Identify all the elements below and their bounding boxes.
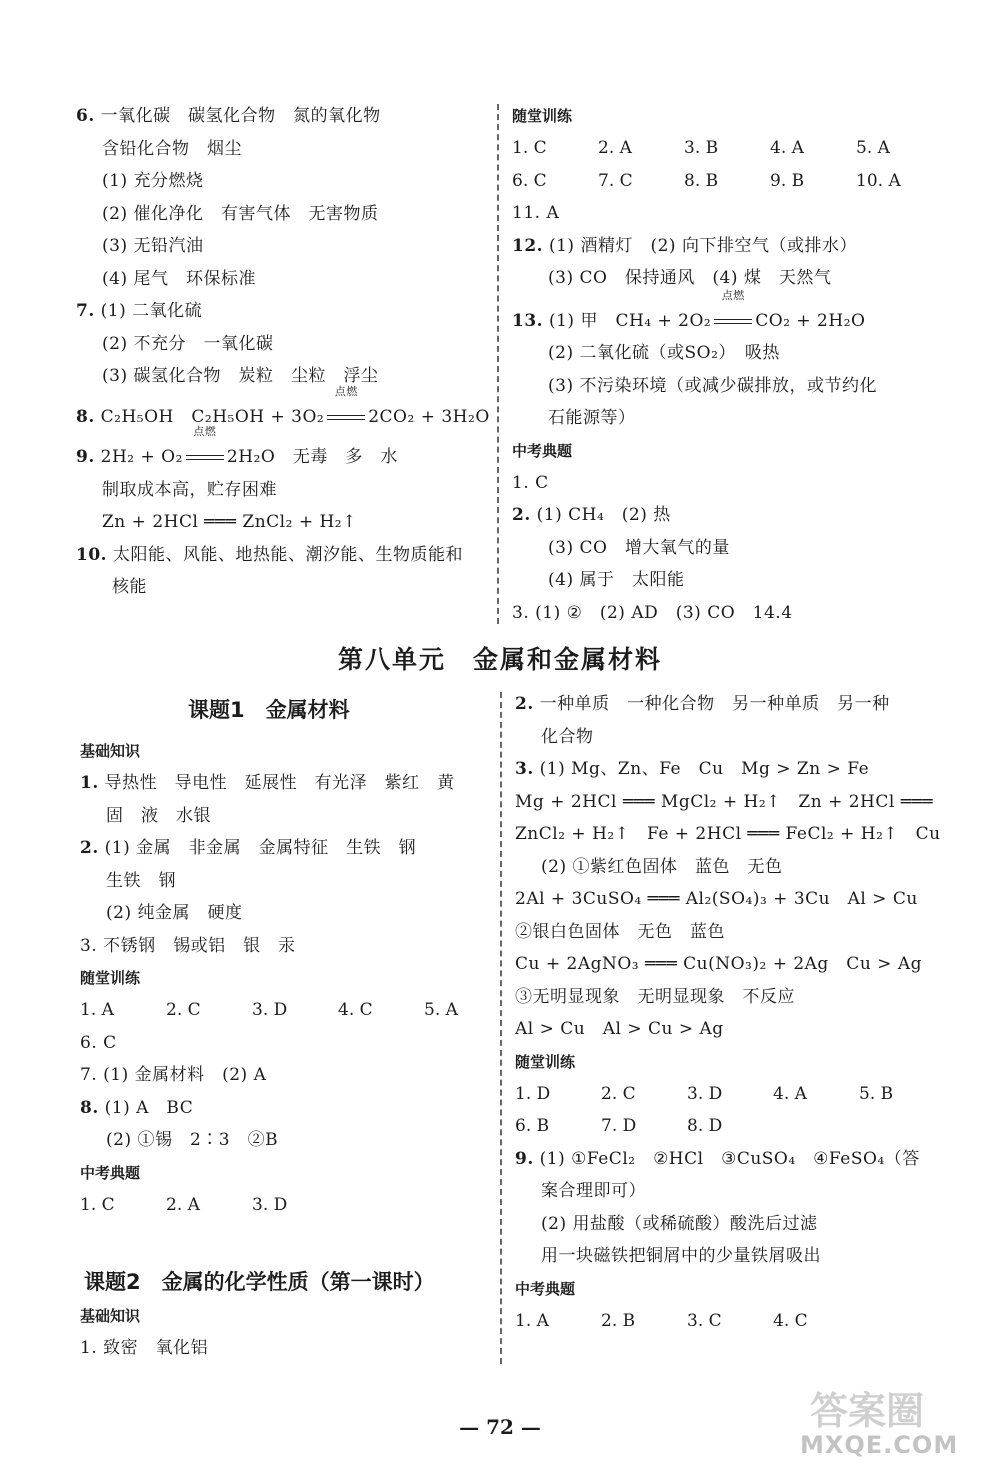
q6-part-4: (4) 尾气 环保标准	[102, 268, 256, 289]
exam-q2-line-b: (3) CO 增大氧气的量	[548, 537, 730, 558]
reaction-condition: 点燃	[714, 305, 752, 338]
mcq-answer: 3. D	[252, 1194, 288, 1215]
mcq-answer: 4. C	[773, 1310, 808, 1331]
reaction-condition: 点燃	[327, 401, 365, 434]
section-heading-exam: 中考典题	[512, 441, 573, 460]
column-divider-bottom	[500, 692, 502, 1364]
mcq-answer: 7. C	[598, 170, 633, 191]
q3-line-g: Cu + 2AgNO₃ ═══ Cu(NO₃)₂ + 2Ag Cu > Ag	[515, 954, 922, 974]
basics-q2-line-a: 2. (1) 金属 非金属 金属特征 生铁 钢	[80, 838, 417, 858]
mcq-answer: 6. B	[515, 1116, 550, 1136]
watermark-logo: 答案圈	[810, 1389, 925, 1433]
q3-line-d: (2) ①紫红色固体 蓝色 无色	[541, 856, 783, 877]
mcq-answer: 5. B	[859, 1083, 894, 1104]
watermark-site: MXQE.COM	[800, 1431, 959, 1459]
q6-part-1: (1) 充分燃烧	[102, 171, 204, 191]
q13-part-3: (3) 不污染环境（或减少碳排放，或节约化	[548, 375, 877, 396]
q13-line-1: 13. (1) 甲 CH₄ + 2O₂ 点燃 CO₂ + 2H₂O	[512, 305, 932, 338]
mcq-answer: 2. B	[601, 1310, 636, 1331]
lesson-2-title: 课题2 金属的化学性质（第一课时）	[84, 1270, 435, 1294]
q6-line-a: 6. 一氧化碳 碳氢化合物 氮的氧化物	[76, 106, 381, 126]
q12-line-b: (3) CO 保持通风 (4) 煤 天然气	[548, 268, 832, 288]
left-top-column	[76, 100, 490, 604]
mcq-answer: 9. B	[770, 170, 805, 191]
section-heading-practice: 随堂训练	[512, 107, 573, 125]
practice-q6: 6. C	[80, 1032, 117, 1053]
q9-line-c: Zn + 2HCl ═══ ZnCl₂ + H₂↑	[102, 512, 357, 532]
section-heading-practice: 随堂训练	[80, 969, 141, 987]
q6-part-3: (3) 无铅汽油	[102, 236, 204, 256]
mcq-answer: 7. D	[601, 1116, 637, 1136]
mcq-answer: 4. A	[773, 1083, 807, 1104]
mcq-answer: 5. A	[424, 1000, 458, 1020]
mcq-answer: 2. A	[166, 1194, 200, 1215]
mcq-answer: 1. C	[512, 138, 547, 158]
q3-line-i: Al > Cu Al > Cu > Ag	[515, 1019, 724, 1039]
mcq-row	[515, 1110, 935, 1143]
mcq-answer: 3. D	[252, 1000, 288, 1020]
mcq-answer: 3. C	[687, 1310, 722, 1331]
mcq-answer: 10. A	[856, 170, 901, 191]
left-bottom-tail	[80, 1300, 490, 1365]
mcq-answer: 5. A	[856, 138, 890, 158]
mcq-answer: 2. C	[601, 1083, 636, 1104]
q9-line-b: 案合理即可）	[541, 1181, 646, 1201]
page-number: — 72 —	[459, 1415, 541, 1439]
right-top-column	[512, 100, 932, 629]
mcq-answer: 2. C	[166, 1000, 201, 1020]
q9-line-c: (2) 用盐酸（或稀硫酸）酸洗后过滤	[541, 1213, 818, 1234]
section-heading-exam: 中考典题	[515, 1279, 576, 1298]
q9-line-a: 9. (1) ①FeCl₂ ②HCl ③CuSO₄ ④FeSO₄（答	[515, 1148, 920, 1169]
reaction-condition: 点燃	[186, 441, 224, 474]
q2-line-b: 化合物	[541, 726, 594, 747]
basics-q2-line-b: 生铁 钢	[106, 870, 176, 891]
q3-line-f: ②银白色固体 无色 蓝色	[515, 921, 725, 942]
q11-line: 11. A	[512, 203, 560, 223]
q3-line-c: ZnCl₂ + H₂↑ Fe + 2HCl ═══ FeCl₂ + H₂↑ Cu	[515, 824, 941, 844]
q3-line-b: Mg + 2HCl ═══ MgCl₂ + H₂↑ Zn + 2HCl ═══	[515, 791, 933, 812]
mcq-row	[512, 132, 932, 165]
mcq-answer: 2. A	[598, 138, 632, 158]
mcq-answer: 6. C	[512, 170, 547, 191]
section-heading-basics: 基础知识	[80, 742, 141, 760]
mcq-answer: 3. D	[687, 1083, 723, 1104]
exam-q2-line-a: 2. (1) CH₄ (2) 热	[512, 505, 671, 525]
practice-q7: 7. (1) 金属材料 (2) A	[80, 1065, 267, 1085]
mcq-row	[515, 1305, 935, 1338]
left-bottom-column	[80, 735, 490, 1221]
section-heading-exam: 中考典题	[80, 1163, 141, 1182]
q8-line: 8. C₂H₅OH C₂H₅OH + 3O₂ 点燃 2CO₂ + 3H₂O	[76, 401, 486, 434]
practice-q8-line-a: 8. (1) A BC	[80, 1097, 194, 1118]
q7-part-3: (3) 碳氢化合物 炭粒 尘粒 浮尘	[102, 366, 379, 386]
q7-line-1: 7. (1) 二氧化硫	[76, 301, 203, 321]
q3-line-a: 3. (1) Mg、Zn、Fe Cu Mg > Zn > Fe	[515, 759, 870, 779]
basics-q2-line-c: (2) 纯金属 硬度	[106, 903, 243, 923]
right-bottom-column	[515, 688, 941, 1337]
basics-q1-line-b: 固 液 水银	[106, 805, 211, 826]
mcq-answer: 4. A	[770, 138, 804, 158]
q3-line-e: 2Al + 3CuSO₄ ═══ Al₂(SO₄)₃ + 3Cu Al > Cu	[515, 889, 918, 909]
mcq-answer: 1. D	[515, 1083, 551, 1104]
mcq-answer: 4. C	[338, 1000, 373, 1020]
mcq-answer: 8. B	[684, 170, 719, 191]
mcq-row	[80, 1189, 490, 1222]
mcq-answer: 3. B	[684, 138, 719, 158]
q12-line-a: 12. (1) 酒精灯 (2) 向下排空气（或排水）	[512, 235, 857, 256]
mcq-answer: 8. D	[687, 1116, 723, 1136]
exam-q2-line-c: (4) 属于 太阳能	[548, 570, 685, 590]
q3-line-h: ③无明显现象 无明显现象 不反应	[515, 986, 795, 1007]
watermark	[800, 1380, 990, 1465]
mcq-answer: 1. A	[515, 1310, 549, 1331]
q6-part-2: (2) 催化净化 有害气体 无害物质	[102, 203, 379, 224]
unit-title: 第八单元 金属和金属材料	[337, 645, 662, 674]
section-heading-practice: 随堂训练	[515, 1052, 576, 1071]
mcq-row	[512, 165, 932, 198]
lesson2-basics-q1: 1. 致密 氧化铝	[80, 1338, 209, 1358]
practice-q8-line-b: (2) ①锡 2∶3 ②B	[106, 1130, 279, 1150]
q9-line-b: 制取成本高，贮存困难	[102, 479, 277, 500]
mcq-answer: 1. A	[80, 1000, 114, 1020]
lesson-1-title: 课题1 金属材料	[188, 698, 350, 722]
q6-line-b: 含铅化合物 烟尘	[102, 138, 242, 159]
mcq-answer: 1. C	[80, 1194, 115, 1215]
q7-part-2: (2) 不充分 一氧化碳	[102, 333, 274, 354]
mcq-row	[80, 994, 490, 1027]
exam-q1: 1. C	[512, 472, 549, 493]
q10-line-a: 10. 太阳能、风能、地热能、潮汐能、生物质能和	[76, 544, 463, 565]
section-heading-basics: 基础知识	[80, 1307, 141, 1325]
q9-line-a: 9. 2H₂ + O₂ 点燃 2H₂O 无毒 多 水	[76, 441, 486, 474]
q9-line-d: 用一块磁铁把铜屑中的少量铁屑吸出	[541, 1246, 821, 1266]
column-divider-top	[497, 104, 499, 624]
mcq-row	[515, 1078, 935, 1111]
basics-q3: 3. 不锈钢 锡或铝 银 汞	[80, 935, 296, 956]
q13-part-2: (2) 二氧化硫（或SO₂） 吸热	[548, 343, 780, 363]
q13-part-3b: 石能源等）	[548, 408, 636, 428]
basics-q1-line-a: 1. 导热性 导电性 延展性 有光泽 紫红 黄	[80, 773, 455, 793]
q2-line-a: 2. 一种单质 一种化合物 另一种单质 另一种	[515, 694, 890, 714]
q10-line-b: 核能	[112, 577, 147, 597]
exam-q3: 3. (1) ② (2) AD (3) CO 14.4	[512, 602, 793, 623]
